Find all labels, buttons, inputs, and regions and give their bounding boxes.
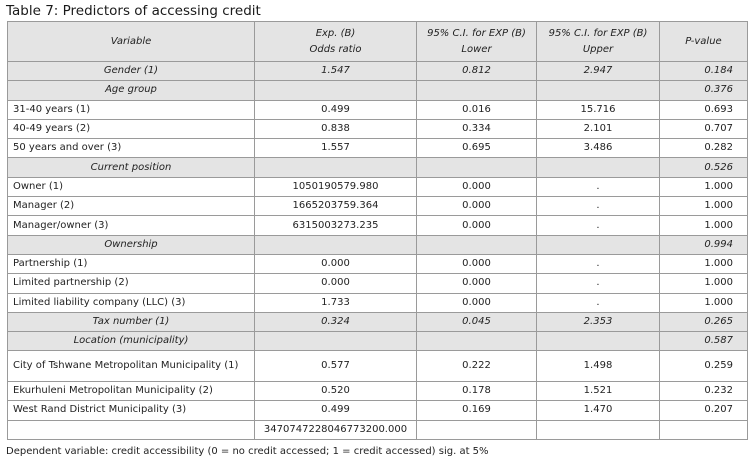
ci-upper-cell: 15.716 — [537, 100, 660, 119]
odds-ratio-cell — [255, 158, 417, 177]
variable-cell: Ownership — [8, 235, 255, 254]
variable-cell — [8, 420, 255, 439]
ci-lower-cell: 0.178 — [417, 381, 537, 400]
table-row — [8, 139, 748, 158]
table-row — [8, 216, 748, 235]
p-value-cell: 1.000 — [660, 254, 748, 273]
ci-lower-cell — [417, 420, 537, 439]
p-value-cell: 1.000 — [660, 177, 748, 196]
ci-lower-cell: 0.016 — [417, 100, 537, 119]
p-value-cell: 0.526 — [660, 158, 748, 177]
ci-lower-cell — [417, 158, 537, 177]
table-row — [8, 100, 748, 119]
ci-upper-cell — [537, 81, 660, 100]
ci-upper-cell: 1.470 — [537, 401, 660, 420]
ci-lower-cell: 0.000 — [417, 216, 537, 235]
table-row — [8, 420, 748, 439]
ci-upper-cell: 3.486 — [537, 139, 660, 158]
ci-upper-cell: . — [537, 177, 660, 196]
p-value-cell: 1.000 — [660, 274, 748, 293]
variable-cell: Ekurhuleni Metropolitan Municipality (2) — [8, 381, 255, 400]
odds-ratio-cell — [255, 235, 417, 254]
odds-ratio-cell: 0.499 — [255, 100, 417, 119]
header-upper: 95% C.I. for EXP (B) Upper — [537, 22, 660, 62]
ci-upper-cell: 2.947 — [537, 62, 660, 81]
table-row — [8, 62, 748, 81]
table-row — [8, 381, 748, 400]
ci-lower-cell — [417, 332, 537, 351]
p-value-cell: 0.232 — [660, 381, 748, 400]
variable-cell: Owner (1) — [8, 177, 255, 196]
variable-cell: Location (municipality) — [8, 332, 255, 351]
table-row — [8, 274, 748, 293]
ci-upper-cell — [537, 420, 660, 439]
p-value-cell: 1.000 — [660, 216, 748, 235]
ci-lower-cell — [417, 235, 537, 254]
variable-cell: Manager/owner (3) — [8, 216, 255, 235]
odds-ratio-cell: 1.733 — [255, 293, 417, 312]
ci-upper-cell: . — [537, 216, 660, 235]
ci-lower-cell: 0.695 — [417, 139, 537, 158]
p-value-cell: 0.207 — [660, 401, 748, 420]
variable-cell: Partnership (1) — [8, 254, 255, 273]
variable-cell: Manager (2) — [8, 197, 255, 216]
odds-ratio-cell: 0.000 — [255, 274, 417, 293]
odds-ratio-cell — [255, 81, 417, 100]
table-row — [8, 332, 748, 351]
p-value-cell: 0.282 — [660, 139, 748, 158]
odds-ratio-cell: 0.577 — [255, 351, 417, 381]
ci-upper-cell: . — [537, 274, 660, 293]
table-title: Table 7: Predictors of accessing credit — [6, 3, 261, 19]
p-value-cell: 0.184 — [660, 62, 748, 81]
odds-ratio-cell: 6315003273.235 — [255, 216, 417, 235]
variable-cell: Limited partnership (2) — [8, 274, 255, 293]
ci-upper-cell: . — [537, 197, 660, 216]
odds-ratio-cell: 1.547 — [255, 62, 417, 81]
variable-cell: Age group — [8, 81, 255, 100]
variable-cell: 50 years and over (3) — [8, 139, 255, 158]
ci-upper-cell: 1.521 — [537, 381, 660, 400]
ci-upper-cell: . — [537, 293, 660, 312]
ci-upper-cell — [537, 158, 660, 177]
p-value-cell: 1.000 — [660, 197, 748, 216]
table-row — [8, 177, 748, 196]
odds-ratio-cell: 1665203759.364 — [255, 197, 417, 216]
ci-lower-cell — [417, 81, 537, 100]
ci-lower-cell: 0.334 — [417, 119, 537, 138]
table-row — [8, 351, 748, 381]
table-row — [8, 81, 748, 100]
p-value-cell: 0.265 — [660, 312, 748, 331]
header-pvalue: P-value — [660, 22, 748, 62]
table-row — [8, 235, 748, 254]
ci-upper-cell: . — [537, 254, 660, 273]
ci-lower-cell: 0.000 — [417, 274, 537, 293]
ci-lower-cell: 0.000 — [417, 197, 537, 216]
ci-lower-cell: 0.000 — [417, 254, 537, 273]
ci-upper-cell: 2.353 — [537, 312, 660, 331]
p-value-cell: 0.693 — [660, 100, 748, 119]
p-value-cell: 1.000 — [660, 293, 748, 312]
ci-upper-cell: 1.498 — [537, 351, 660, 381]
p-value-cell: 0.994 — [660, 235, 748, 254]
variable-cell: 40-49 years (2) — [8, 119, 255, 138]
footnote: Dependent variable: credit accessibility (0 = no credit accessed; 1 = credit accessed) sig. at 5% — [6, 446, 489, 457]
variable-cell: City of Tshwane Metropolitan Municipality (1) — [8, 351, 255, 381]
odds-ratio-cell: 1050190579.980 — [255, 177, 417, 196]
ci-upper-cell — [537, 332, 660, 351]
header-exp: Exp. (B) Odds ratio — [255, 22, 417, 62]
odds-ratio-cell: 0.324 — [255, 312, 417, 331]
odds-ratio-cell: 0.838 — [255, 119, 417, 138]
variable-cell: West Rand District Municipality (3) — [8, 401, 255, 420]
table-row — [8, 158, 748, 177]
table-row — [8, 197, 748, 216]
variable-cell: Current position — [8, 158, 255, 177]
ci-upper-cell — [537, 235, 660, 254]
ci-lower-cell: 0.000 — [417, 177, 537, 196]
variable-cell: Gender (1) — [8, 62, 255, 81]
table-row — [8, 254, 748, 273]
p-value-cell: 0.259 — [660, 351, 748, 381]
table-row — [8, 293, 748, 312]
header-lower: 95% C.I. for EXP (B) Lower — [417, 22, 537, 62]
odds-ratio-cell: 3470747228046773200.000 — [255, 420, 417, 439]
ci-lower-cell: 0.169 — [417, 401, 537, 420]
p-value-cell: 0.376 — [660, 81, 748, 100]
p-value-cell: 0.587 — [660, 332, 748, 351]
variable-cell: 31-40 years (1) — [8, 100, 255, 119]
ci-lower-cell: 0.045 — [417, 312, 537, 331]
odds-ratio-cell: 0.499 — [255, 401, 417, 420]
ci-lower-cell: 0.812 — [417, 62, 537, 81]
table-body — [8, 62, 748, 440]
table-row — [8, 119, 748, 138]
p-value-cell: 0.707 — [660, 119, 748, 138]
ci-lower-cell: 0.000 — [417, 293, 537, 312]
variable-cell: Tax number (1) — [8, 312, 255, 331]
p-value-cell — [660, 420, 748, 439]
ci-upper-cell: 2.101 — [537, 119, 660, 138]
predictors-table — [7, 21, 748, 440]
odds-ratio-cell: 0.520 — [255, 381, 417, 400]
odds-ratio-cell: 0.000 — [255, 254, 417, 273]
table-row — [8, 401, 748, 420]
odds-ratio-cell — [255, 332, 417, 351]
table-header-row — [8, 22, 748, 62]
variable-cell: Limited liability company (LLC) (3) — [8, 293, 255, 312]
ci-lower-cell: 0.222 — [417, 351, 537, 381]
header-variable: Variable — [8, 22, 255, 62]
odds-ratio-cell: 1.557 — [255, 139, 417, 158]
table-row — [8, 312, 748, 331]
